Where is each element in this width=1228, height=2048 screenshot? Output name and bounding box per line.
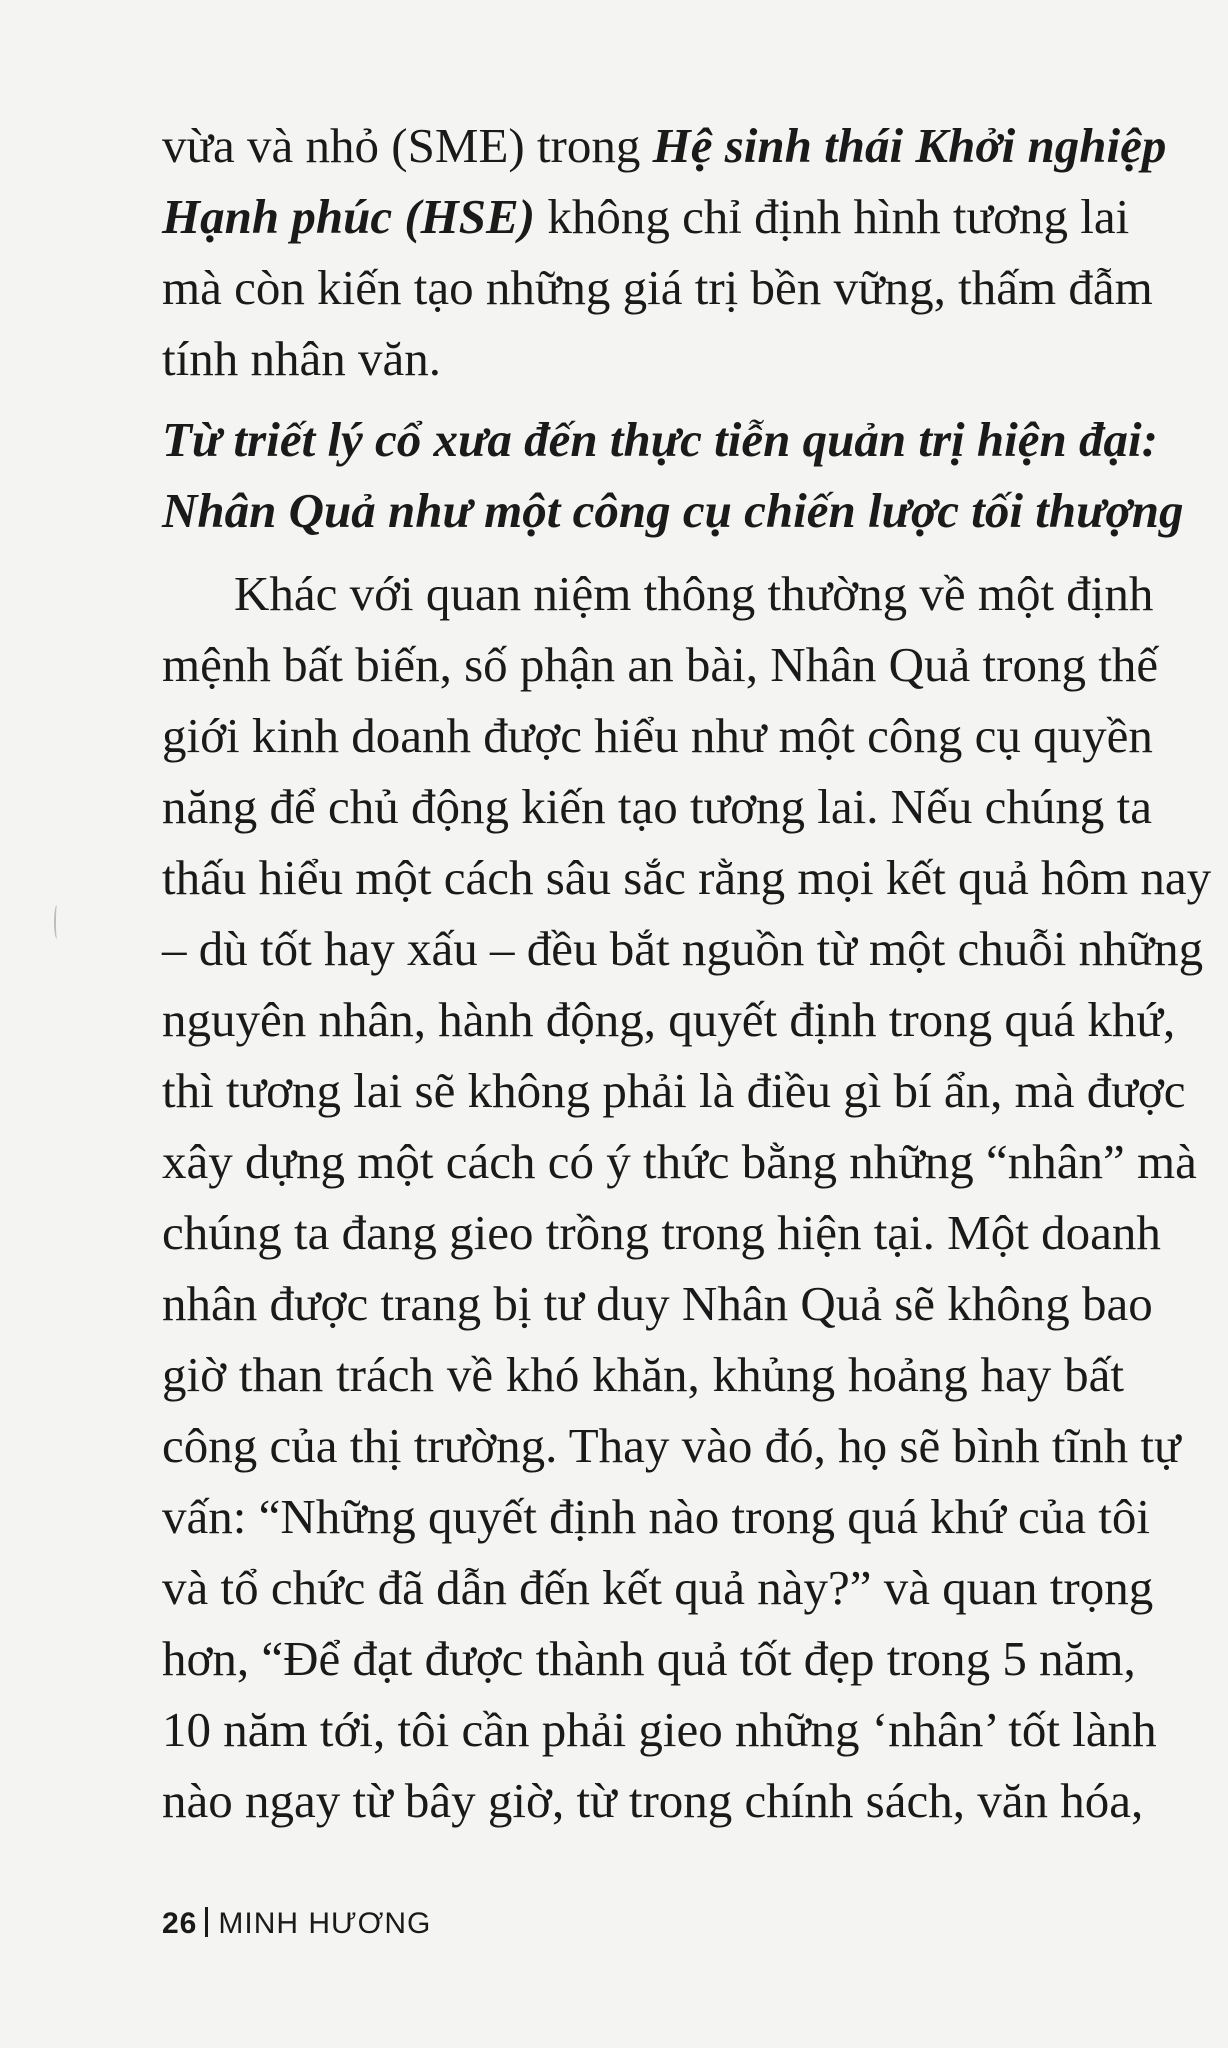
intro-paragraph [162,110,1167,394]
paragraph-line: và tổ chức đã dẫn đến kết quả này?” và quan trọng [162,1560,1154,1615]
paragraph-line: thì tương lai sẽ không phải là điều gì bí ẩn, mà được [162,1063,1186,1118]
paragraph-line: giới kinh doanh được hiểu như một công cụ quyền [162,708,1153,763]
intro-line-2 [162,181,1130,252]
margin-mark [54,905,60,939]
section-heading [162,404,1184,546]
paragraph-line: 10 năm tới, tôi cần phải gieo những ‘nhân’ tốt lành [162,1702,1157,1757]
paragraph-line: nào ngay từ bây giờ, từ trong chính sách, văn hóa, [162,1773,1144,1828]
paragraph-line: Khác với quan niệm thông thường về một định [234,566,1154,621]
page-body [162,110,1212,1836]
paragraph-line: thấu hiểu một cách sâu sắc rằng mọi kết quả hôm nay [162,850,1212,905]
paragraph-line: – dù tốt hay xấu – đều bắt nguồn từ một chuỗi những [162,921,1204,976]
section-heading-line-1: Từ triết lý cổ xưa đến thực tiễn quản trị hiện đại: [162,412,1158,467]
body-paragraph [162,558,1212,1836]
intro-line-1 [162,110,1167,181]
paragraph-line: công của thị trường. Thay vào đó, họ sẽ bình tĩnh tự [162,1418,1181,1473]
paragraph-line: nhân được trang bị tư duy Nhân Quả sẽ không bao [162,1276,1153,1331]
intro-line-3: mà còn kiến tạo những giá trị bền vững, thấm đẫm [162,260,1153,315]
footer-separator [205,1907,208,1937]
page-number: 26 [162,1907,198,1940]
author-name: MINH HƯƠNG [218,1907,432,1940]
intro-line-1-text: vừa và nhỏ (SME) trong [162,118,653,173]
intro-line-2-emphasis: Hạnh phúc (HSE) [162,189,536,244]
intro-line-1-emphasis: Hệ sinh thái Khởi nghiệp [652,118,1167,173]
page-footer [162,1907,431,1941]
paragraph-line: hơn, “Để đạt được thành quả tốt đẹp trong 5 năm, [162,1631,1136,1686]
paragraph-line: giờ than trách về khó khăn, khủng hoảng hay bất [162,1347,1124,1402]
intro-line-2-text: không chỉ định hình tương lai [535,189,1130,244]
section-heading-line-2: Nhân Quả như một công cụ chiến lược tối thượng [162,483,1184,538]
paragraph-line: nguyên nhân, hành động, quyết định trong quá khứ, [162,992,1176,1047]
paragraph-line: chúng ta đang gieo trồng trong hiện tại. Một doanh [162,1205,1161,1260]
intro-line-4: tính nhân văn. [162,331,441,386]
paragraph-line: vấn: “Những quyết định nào trong quá khứ của tôi [162,1489,1150,1544]
paragraph-line: năng để chủ động kiến tạo tương lai. Nếu chúng ta [162,779,1153,834]
paragraph-line: mệnh bất biến, số phận an bài, Nhân Quả trong thế [162,637,1159,692]
paragraph-line: xây dựng một cách có ý thức bằng những “nhân” mà [162,1134,1197,1189]
